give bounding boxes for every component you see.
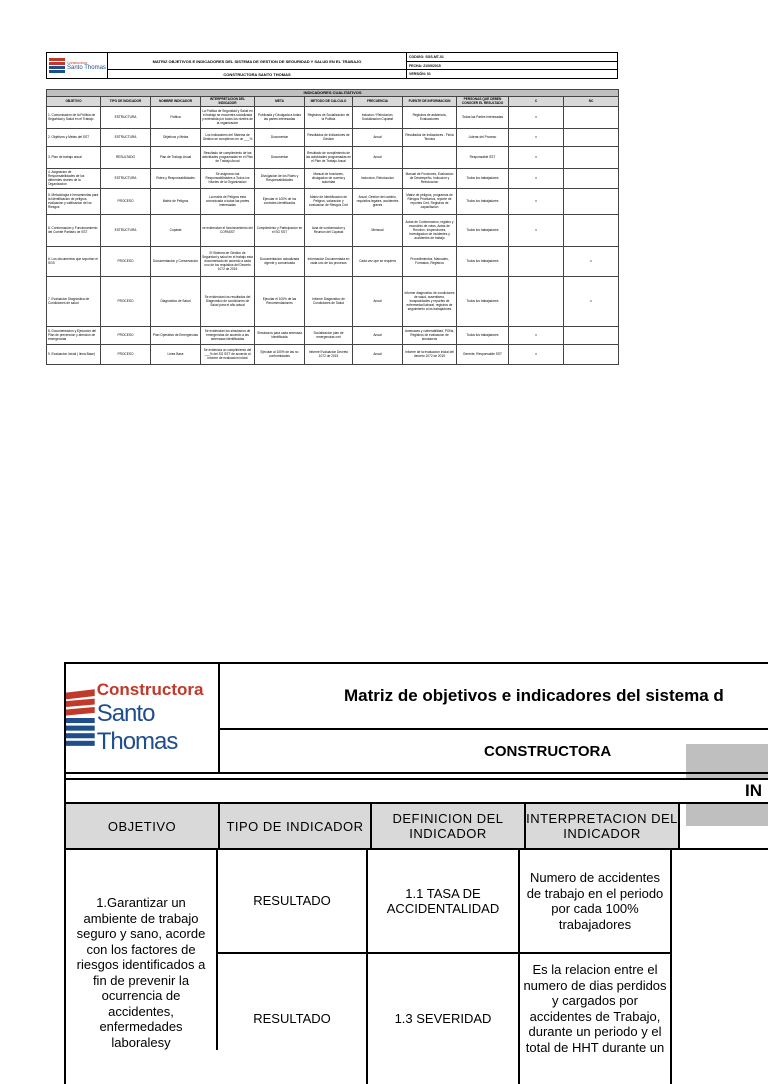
table-cell: Documentacion y Conservacion — [151, 247, 201, 277]
table-cell: Simulacros para cada amenaza identificada — [255, 327, 305, 345]
table-cell: Plan Operativo de Emergencias — [151, 327, 201, 345]
table-cell: 2. Objetivos y Metas del SST — [47, 129, 101, 147]
table-cell — [509, 277, 564, 327]
table-cell: ESTRUCTURA — [101, 169, 151, 189]
zoomed-section — [64, 662, 768, 1084]
table-cell: Matriz de Peligros — [151, 189, 201, 215]
table-cell: x — [509, 169, 564, 189]
table-cell: 3. Plan de trabajo anual — [47, 147, 101, 169]
table-cell: Se evidencian los resultados del Diagnostico de condiciones de Salud para el año actual — [201, 277, 255, 327]
table-cell: Todos los trabajadores — [457, 215, 509, 247]
table-cell: PROCESO — [101, 277, 151, 327]
table-cell — [564, 129, 619, 147]
table-cell — [564, 215, 619, 247]
table-cell: Todos los trabajadores — [457, 169, 509, 189]
table-cell: x — [564, 277, 619, 327]
header-definicion: DEFINICION DEL INDICADOR — [372, 804, 526, 848]
table-cell: 4. Asignacion de Responsabilidades de los diferentes niveles de la Organizacion — [47, 169, 101, 189]
table-cell: ESTRUCTURA — [101, 107, 151, 129]
table-cell: Ejecutar el 100% de las Recomendaciones — [255, 277, 305, 327]
table-cell: Informe Diagnostico de Condiciones de Salud — [305, 277, 353, 327]
document-header — [46, 52, 618, 79]
table-cell: ESTRUCTURA — [101, 215, 151, 247]
table-cell: Politica — [151, 107, 201, 129]
table-cell: Socializacion plan de emergencias cmt — [305, 327, 353, 345]
table-row — [47, 147, 619, 169]
table-cell: Registros de asistencia, Evaluaciones — [403, 107, 457, 129]
company-name-2: Santo Thomas — [96, 700, 178, 755]
definicion-cell: 1.1 TASA DE ACCIDENTALIDAD — [368, 850, 520, 952]
header-tipo: TIPO DE INDICADOR — [220, 804, 372, 848]
definicion-cell: 1.3 SEVERIDAD — [368, 954, 520, 1084]
table-row — [218, 954, 672, 1084]
interpretacion-cell: Numero de accidentes de trabajo en el periodo por cada 100% trabajadores — [520, 850, 672, 952]
table-cell: Anual — [353, 327, 403, 345]
column-header: NOMBRE INDICADOR — [151, 96, 201, 107]
table-cell: Objetivos y Metas — [151, 129, 201, 147]
table-row — [47, 215, 619, 247]
table-cell: se evidencian el funcionamiento del COPASST — [201, 215, 255, 247]
building-logo-icon — [66, 684, 95, 752]
document-date: FECHA: 21/09/2015 — [407, 62, 617, 71]
zoomed-column-headers — [64, 804, 768, 850]
company-name-small-1: Constructora — [67, 60, 88, 65]
table-cell: Plan de Trabajo Anual — [151, 147, 201, 169]
table-cell: Copasst — [151, 215, 201, 247]
table-cell: ESTRUCTURA — [101, 129, 151, 147]
table-cell: x — [509, 215, 564, 247]
column-header: C — [509, 96, 564, 107]
table-cell — [403, 147, 457, 169]
table-cell: 9. Evaluacion Inicial ( linea Base) — [47, 345, 101, 365]
table-cell: Matriz de Identificacion de Peligros, valoracion y evaluacion de Riesgos Cmt — [305, 189, 353, 215]
indicators-table — [46, 89, 619, 365]
table-cell: Documentar — [255, 147, 305, 169]
table-cell: Diagnostico de Salud — [151, 277, 201, 327]
header-interpretacion: INTERPRETACION DEL INDICADOR — [526, 804, 680, 848]
table-row — [47, 129, 619, 147]
table-cell: x — [509, 345, 564, 365]
table-cell: La Politica de Seguridad y Salud en el trabajo se encuentra socializada y entendida por todos los niveles de la organizacion — [201, 107, 255, 129]
table-cell: PROCESO — [101, 327, 151, 345]
table-cell: Linea Base — [151, 345, 201, 365]
table-cell: Mensual — [353, 215, 403, 247]
column-header: FUENTE DE INFORMACION — [403, 96, 457, 107]
table-cell: Resultado de cumplimiento de las actividades programadas en el Plan de Trabajo Anual — [201, 147, 255, 169]
table-cell — [564, 189, 619, 215]
document-page — [46, 52, 618, 365]
document-title: MATRIZ OBJETIVOS E INDICADORES DEL SISTEMA DE GESTION DE SEGURIDAD Y SALUD EN EL TRABAJO — [108, 53, 406, 70]
table-cell: Anual, Gestion del cambio, requisitos legales, accidentes graves — [353, 189, 403, 215]
table-cell: Resultados de Indicadores - Ficha Tecnica — [403, 129, 457, 147]
table-cell: Resultados de Indicadores de Gestion — [305, 129, 353, 147]
table-cell: PROCESO — [101, 345, 151, 365]
table-cell: 8. Documentacion y Ejecucion del Plan de prevencion y atencion de emergencias — [47, 327, 101, 345]
table-cell: Procedimientos, Manuales, Formatos, Registros — [403, 247, 457, 277]
table-cell: Todos los trabajadores — [457, 327, 509, 345]
zoomed-body — [64, 850, 768, 1084]
table-cell: 6. Los documentos que soportan el SGS — [47, 247, 101, 277]
table-cell: Anual — [353, 147, 403, 169]
table-cell — [564, 147, 619, 169]
header-objetivo: OBJETIVO — [66, 804, 220, 848]
table-cell: x — [509, 327, 564, 345]
table-cell: Cada vez que se requiera — [353, 247, 403, 277]
table-cell: 5. Metodologia e herramientas para la Identificacion de peligros, evaluacion y calificacion de los Riesgos — [47, 189, 101, 215]
table-cell: Acta de conformacion y Reunion del Copasst — [305, 215, 353, 247]
column-header: METODO DE CALCULO — [305, 96, 353, 107]
table-row — [47, 107, 619, 129]
document-code: CODIGO: SGS-MT-01 — [407, 53, 617, 62]
table-cell: 7. Evaluacion Diagnostica de Condiciones de salud — [47, 277, 101, 327]
table-cell: x — [509, 107, 564, 129]
table-cell: Cumplimiento y Participacion en el SG SST — [255, 215, 305, 247]
table-cell: Inducion / Reinducion, Socializacion Copasst — [353, 107, 403, 129]
zoomed-section-band — [64, 778, 768, 804]
table-cell: 6. Conformacion y Funcionamiento del Comite Paritario de SST — [47, 215, 101, 247]
table-cell — [564, 345, 619, 365]
document-subtitle: CONSTRUCTORA SANTO THOMAS — [223, 71, 291, 77]
building-logo-icon — [49, 56, 65, 76]
column-header: PERSONAS QUE DEBEN CONOCER EL RESULTADO — [457, 96, 509, 107]
tipo-cell: RESULTADO — [218, 850, 368, 952]
table-cell: Documentacion actualizada vigente y comunicada — [255, 247, 305, 277]
column-header: NC — [564, 96, 619, 107]
section-band: INDICADORES CUALITATIVOS — [47, 90, 619, 97]
table-cell: x — [509, 129, 564, 147]
column-header: META — [255, 96, 305, 107]
table-cell: Ejecutar el 100% de los controles identificados — [255, 189, 305, 215]
table-cell — [564, 169, 619, 189]
column-header: OBJETIVO — [47, 96, 101, 107]
table-cell: Se evidencia un cumplimiento del ___% del SG SST de acuerdo al informe de evaluacion inicial — [201, 345, 255, 365]
table-cell: Se asignaron las Responsabilidades a Todos los Niveles de la Organizacion — [201, 169, 255, 189]
table-cell: Se evidencian los simulacros de emergencias de acuerdo a las amenazas identificadas — [201, 327, 255, 345]
table-cell: Todas las Partes Interesadas — [457, 107, 509, 129]
table-cell: Matriz de peligros, programas de Riesgos Prioritarios, reporte de reportes Cmt, Registros de capacitacion — [403, 189, 457, 215]
column-header: INTERPRETACION DEL INDICADOR — [201, 96, 255, 107]
table-cell: PROCESO — [101, 189, 151, 215]
table-cell: x — [509, 189, 564, 215]
table-cell: RESULTADO — [101, 147, 151, 169]
table-cell: Todos los trabajadores — [457, 247, 509, 277]
table-cell: Anual — [353, 345, 403, 365]
table-cell: Informe de la evaluacion inicial del decreto 1072 de 2015 — [403, 345, 457, 365]
table-cell: PROCESO — [101, 247, 151, 277]
table-row — [218, 850, 672, 954]
table-cell: Manual de Funciones, Evaluacion de Desempeño, Induccion y Reinduccion — [403, 169, 457, 189]
table-cell: x — [564, 247, 619, 277]
table-cell: Ejecutar al 100% de las no conformidades — [255, 345, 305, 365]
document-version: VERSIÓN: 01 — [409, 72, 431, 77]
table-cell: Todos los trabajadores — [457, 277, 509, 327]
company-name-1: Constructora — [96, 680, 204, 699]
table-cell: Anual — [353, 277, 403, 327]
table-cell: Roles y Responsabilidades — [151, 169, 201, 189]
table-cell: Amenazas y vulnerabilidad, PONs, Registros de evaluacion de simulacros — [403, 327, 457, 345]
table-cell — [509, 247, 564, 277]
table-cell: Responsable SST — [457, 147, 509, 169]
table-cell — [564, 327, 619, 345]
company-logo — [47, 53, 108, 78]
table-row — [47, 189, 619, 215]
zoomed-title: Matriz de objetivos e indicadores del sistema d — [220, 664, 768, 730]
zoomed-subtitle: CONSTRUCTORA — [484, 742, 612, 760]
table-cell: Documentar — [255, 129, 305, 147]
table-cell: Manual de funciones, divulgacion de cuenta y autoridad — [305, 169, 353, 189]
table-cell: Todos los trabajadores — [457, 189, 509, 215]
table-cell: x — [509, 147, 564, 169]
table-cell: Resultado de cumplimiento de las actividades programadas en el Plan de Trabajo Anual — [305, 147, 353, 169]
table-cell: Registros de Socializacion de la Politica — [305, 107, 353, 129]
table-cell: La matriz de Peligros esta comunicada a todas las partes interesadas — [201, 189, 255, 215]
table-cell: Liderar del Proceso — [457, 129, 509, 147]
table-cell: Anual — [353, 129, 403, 147]
company-name-small-2: Santo Thomas — [67, 64, 106, 71]
tipo-cell: RESULTADO — [218, 954, 368, 1084]
table-cell: Los indicadores del Sistema de Gestion se cumplieron en un ___% — [201, 129, 255, 147]
column-header: TIPO DE INDICADOR — [101, 96, 151, 107]
table-cell — [564, 107, 619, 129]
table-cell: Actas de Conformacion, registro y escrutinio de votos, Actas de Reunion, Inspecciones, Investigacion de incidentes y accidentes de trabajo — [403, 215, 457, 247]
table-cell: Informacion Documentada en cada uno de los procesos — [305, 247, 353, 277]
table-cell: El Sistema de Gestion de Seguridad y salud en el trabajo esta documentado de acuerdo a cada uno de los requisitos del Decreto 1072 de 2015 — [201, 247, 255, 277]
table-row — [47, 247, 619, 277]
table-cell: Publicada y Divulgada a todas las partes interesadas — [255, 107, 305, 129]
table-cell: Informe Evaluacion Decreto 1072 de 2015 — [305, 345, 353, 365]
table-row — [47, 169, 619, 189]
objective-cell: 1.Garantizar un ambiente de trabajo seguro y sano, acorde con los factores de riesgos identificados a fin de prevenir la ocurrencia de accidentes, enfermedades laboralesy — [66, 850, 218, 1050]
table-cell: Informe diagnostico de condiciones de salud, ausentismo, incapacidades y reportes de enfermedad laboral, registros de seguimiento a los trabajadores — [403, 277, 457, 327]
zoomed-section-label: IN — [745, 781, 762, 800]
table-cell: Divulgacion de los Roles y Responsabilidades — [255, 169, 305, 189]
interpretacion-cell: Es la relacion entre el numero de dias perdidos y cargados por accidentes de Trabajo, durante un periodo y el total de HHT durante un — [520, 954, 672, 1084]
table-cell: Induccion, Reinduccion — [353, 169, 403, 189]
zoomed-header — [64, 662, 768, 774]
table-row — [47, 327, 619, 345]
table-row — [47, 277, 619, 327]
table-row — [47, 345, 619, 365]
table-cell: 1. Comunicacion de la Politica de Seguridad y Salud en el Trabajo — [47, 107, 101, 129]
column-header: FRECUENCIA — [353, 96, 403, 107]
table-cell: Gerente, Responsable SST — [457, 345, 509, 365]
company-logo-large — [66, 664, 220, 772]
